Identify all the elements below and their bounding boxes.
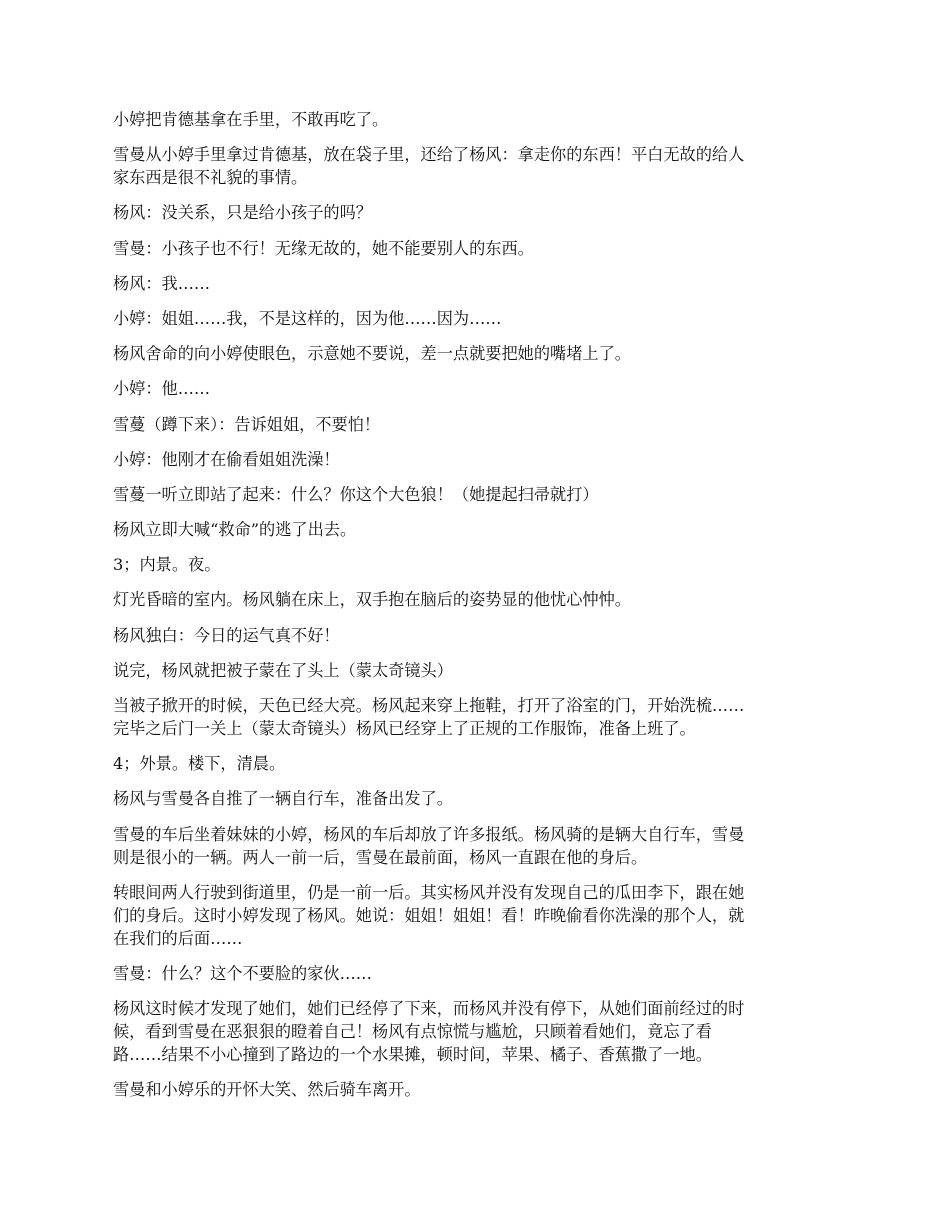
paragraph-line: 雪曼：小孩子也不行！无缘无故的，她不能要别人的东西。 — [113, 238, 534, 258]
paragraph-line: 路……结果不小心撞到了路边的一个水果摊，顿时间，苹果、橘子、香蕉撒了一地。 — [113, 1045, 712, 1065]
paragraph — [113, 377, 843, 400]
paragraph-line: 杨风：我…… — [113, 273, 211, 293]
paragraph — [113, 342, 843, 365]
paragraph — [113, 448, 843, 471]
paragraph — [113, 997, 843, 1066]
paragraph-line: 雪蔓（蹲下来）：告诉姐姐，不要怕！ — [113, 414, 381, 434]
paragraph — [113, 588, 843, 611]
document-body — [113, 108, 843, 1114]
paragraph-line: 杨风舍命的向小婷使眼色，示意她不要说，差一点就要把她的嘴堵上了。 — [113, 344, 631, 364]
paragraph — [113, 823, 843, 869]
paragraph-line: 灯光昏暗的室内。杨风躺在床上，双手抱在脑后的姿势显的他忧心忡忡。 — [113, 590, 631, 610]
paragraph — [113, 752, 843, 775]
paragraph-line: 雪曼和小婷乐的开怀大笑、然后骑车离开。 — [113, 1080, 421, 1100]
paragraph-line: 候，看到雪曼在恶狠狠的瞪着自己！杨风有点惊慌与尴尬，只顾着看她们，竟忘了看 — [113, 1022, 712, 1042]
paragraph — [113, 553, 843, 576]
paragraph-line: 小婷把肯德基拿在手里，不敢再吃了。 — [113, 110, 389, 129]
paragraph-line: 完毕之后门一关上（蒙太奇镜头）杨风已经穿上了正规的工作服饰，准备上班了。 — [113, 719, 696, 738]
paragraph — [113, 694, 843, 740]
paragraph — [113, 237, 843, 260]
paragraph — [113, 143, 843, 189]
paragraph — [113, 624, 843, 647]
paragraph — [113, 962, 843, 985]
paragraph-line: 小婷：他刚才在偷看姐姐洗澡！ — [113, 449, 340, 469]
paragraph — [113, 787, 843, 810]
paragraph — [113, 881, 843, 950]
paragraph-line: 们的身后。这时小婷发现了杨风。她说：姐姐！姐姐！看！昨晚偷看你洗澡的那个人，就 — [113, 905, 745, 925]
paragraph-line: 则是很小的一辆。两人一前一后，雪曼在最前面，杨风一直跟在他的身后。 — [113, 847, 648, 867]
paragraph-line: 杨风这时候才发现了她们，她们已经停了下来，而杨风并没有停下，从她们面前经过的时 — [113, 999, 745, 1019]
paragraph-line: 杨风：没关系，只是给小孩子的吗？ — [113, 203, 372, 223]
paragraph-line: 当被子掀开的时候，天色已经大亮。杨风起来穿上拖鞋，打开了浴室的门，开始洗梳…… — [113, 696, 745, 715]
paragraph-line: 小婷：姐姐……我，不是这样的，因为他……因为…… — [113, 308, 502, 328]
paragraph — [113, 307, 843, 330]
paragraph — [113, 483, 843, 506]
paragraph-line: 说完，杨风就把被子蒙在了头上（蒙太奇镜头） — [113, 660, 453, 680]
paragraph-line: 在我们的后面…… — [113, 928, 243, 948]
paragraph — [113, 413, 843, 436]
paragraph-line: 雪曼的车后坐着妹妹的小婷，杨风的车后却放了许多报纸。杨风骑的是辆大自行车，雪曼 — [113, 824, 745, 844]
paragraph-line: 雪曼：什么？这个不要脸的家伙…… — [113, 963, 372, 983]
paragraph-line: 雪蔓一听立即站了起来：什么？你这个大色狼！（她提起扫帚就打） — [113, 484, 599, 504]
paragraph — [113, 1078, 843, 1101]
paragraph-line: 转眼间两人行驶到街道里，仍是一前一后。其实杨风并没有发现自己的瓜田李下，跟在她 — [113, 882, 745, 902]
paragraph-line: 杨风与雪曼各自推了一辆自行车，准备出发了。 — [113, 789, 453, 809]
paragraph-line: 4；外景。楼下，清晨。 — [113, 754, 286, 774]
paragraph — [113, 108, 843, 131]
paragraph — [113, 659, 843, 682]
paragraph — [113, 201, 843, 224]
paragraph-line: 杨风立即大喊“救命”的逃了出去。 — [113, 520, 357, 540]
paragraph-line: 小婷：他…… — [113, 379, 211, 399]
paragraph-line: 杨风独白：今日的运气真不好！ — [113, 625, 340, 645]
paragraph — [113, 518, 843, 541]
paragraph-line: 家东西是很不礼貌的事情。 — [113, 168, 308, 188]
paragraph-line: 3；内景。夜。 — [113, 555, 221, 575]
paragraph-line: 雪曼从小婷手里拿过肯德基，放在袋子里，还给了杨风：拿走你的东西！平白无故的给人 — [113, 145, 745, 165]
paragraph — [113, 272, 843, 295]
